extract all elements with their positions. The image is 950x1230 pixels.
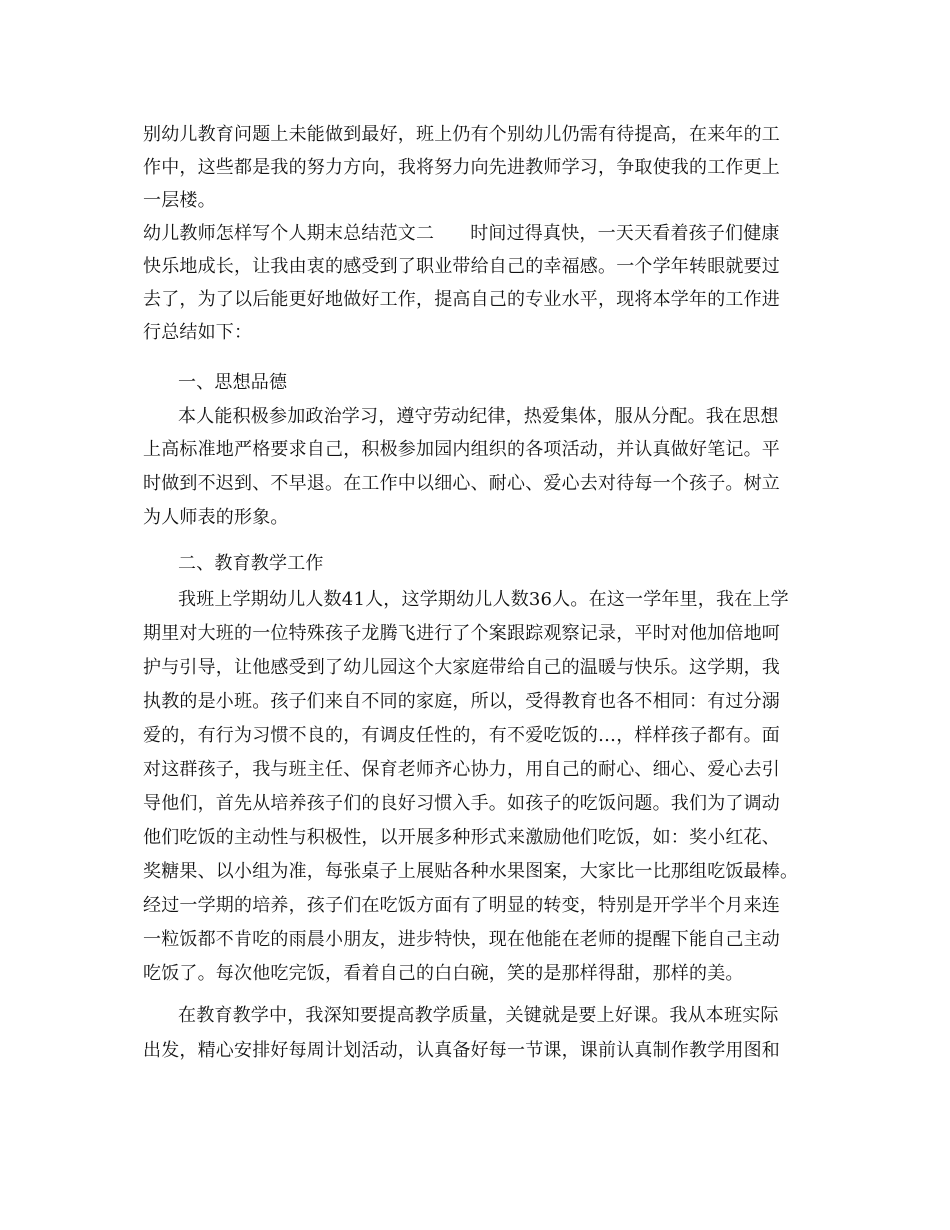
paragraph-line: 执教的是小班。孩子们来自不同的家庭，所以，受得教育也各不相同：有过分溺 bbox=[143, 691, 780, 712]
paragraph-line: 上高标准地严格要求自己，积极参加园内组织的各项活动，并认真做好笔记。平 bbox=[143, 439, 780, 460]
paragraph-line: 一层楼。 bbox=[143, 190, 216, 211]
paragraph-line: 本人能积极参加政治学习，遵守劳动纪律，热爱集体，服从分配。我在思想 bbox=[178, 406, 779, 427]
section-heading-line bbox=[143, 222, 780, 246]
section-title: 二、教育教学工作 bbox=[178, 553, 324, 574]
paragraph-line: 经过一学期的培养，孩子们在吃饭方面有了明显的转变，特别是开学半个月来连 bbox=[143, 895, 780, 916]
paragraph-line: 一粒饭都不肯吃的雨晨小朋友，进步特快，现在他能在老师的提醒下能自己主动 bbox=[143, 929, 780, 950]
paragraph-line: 去了，为了以后能更好地做好工作，提高自己的专业水平，现将本学年的工作进 bbox=[143, 289, 780, 310]
paragraph-line: 他们吃饭的主动性与积极性，以开展多种形式来激励他们吃饭，如：奖小红花、 bbox=[143, 827, 780, 848]
paragraph-line: 吃饭了。每次他吃完饭，看着自己的白白碗，笑的是那样得甜，那样的美。 bbox=[143, 963, 744, 984]
paragraph-line: 快乐地成长，让我由衷的感受到了职业带给自己的幸福感。一个学年转眼就要过 bbox=[143, 256, 780, 277]
paragraph-line: 时做到不迟到、不早退。在工作中以细心、耐心、爱心去对待每一个孩子。树立 bbox=[143, 473, 780, 494]
paragraph-line: 作中，这些都是我的努力方向，我将努力向先进教师学习，争取使我的工作更上 bbox=[143, 157, 780, 178]
section-title: 一、思想品德 bbox=[178, 372, 288, 393]
paragraph-line: 对这群孩子，我与班主任、保育老师齐心协力，用自己的耐心、细心、爱心去引 bbox=[143, 759, 780, 780]
paragraph-line: 出发，精心安排好每周计划活动，认真备好每一节课，课前认真制作教学用图和 bbox=[143, 1040, 780, 1061]
paragraph-line: 导他们，首先从培养孩子们的良好习惯入手。如孩子的吃饭问题。我们为了调动 bbox=[143, 793, 780, 814]
article-title: 幼儿教师怎样写个人期末总结范文二 bbox=[143, 223, 435, 244]
paragraph-line: 为人师表的形象。 bbox=[143, 507, 289, 528]
paragraph-line: 别幼儿教育问题上未能做到最好，班上仍有个别幼儿仍需有待提高，在来年的工 bbox=[143, 124, 780, 145]
paragraph-start: 时间过得真快，一天天看着孩子们健康 bbox=[470, 223, 780, 244]
paragraph-line: 爱的，有行为习惯不良的，有调皮任性的，有不爱吃饭的…，样样孩子都有。面 bbox=[143, 725, 780, 746]
paragraph-line: 期里对大班的一位特殊孩子龙腾飞进行了个案跟踪观察记录，平时对他加倍地呵 bbox=[143, 623, 780, 644]
paragraph-line: 我班上学期幼儿人数41人，这学期幼儿人数36人。在这一学年里，我在上学 bbox=[178, 589, 789, 610]
paragraph-line: 护与引导，让他感受到了幼儿园这个大家庭带给自己的温暖与快乐。这学期，我 bbox=[143, 657, 780, 678]
paragraph-line: 行总结如下： bbox=[143, 322, 253, 343]
paragraph-line: 在教育教学中，我深知要提高教学质量，关键就是要上好课。我从本班实际 bbox=[178, 1005, 779, 1026]
paragraph-line: 奖糖果、以小组为准，每张桌子上展贴各种水果图案，大家比一比那组吃饭最棒。 bbox=[143, 861, 799, 882]
